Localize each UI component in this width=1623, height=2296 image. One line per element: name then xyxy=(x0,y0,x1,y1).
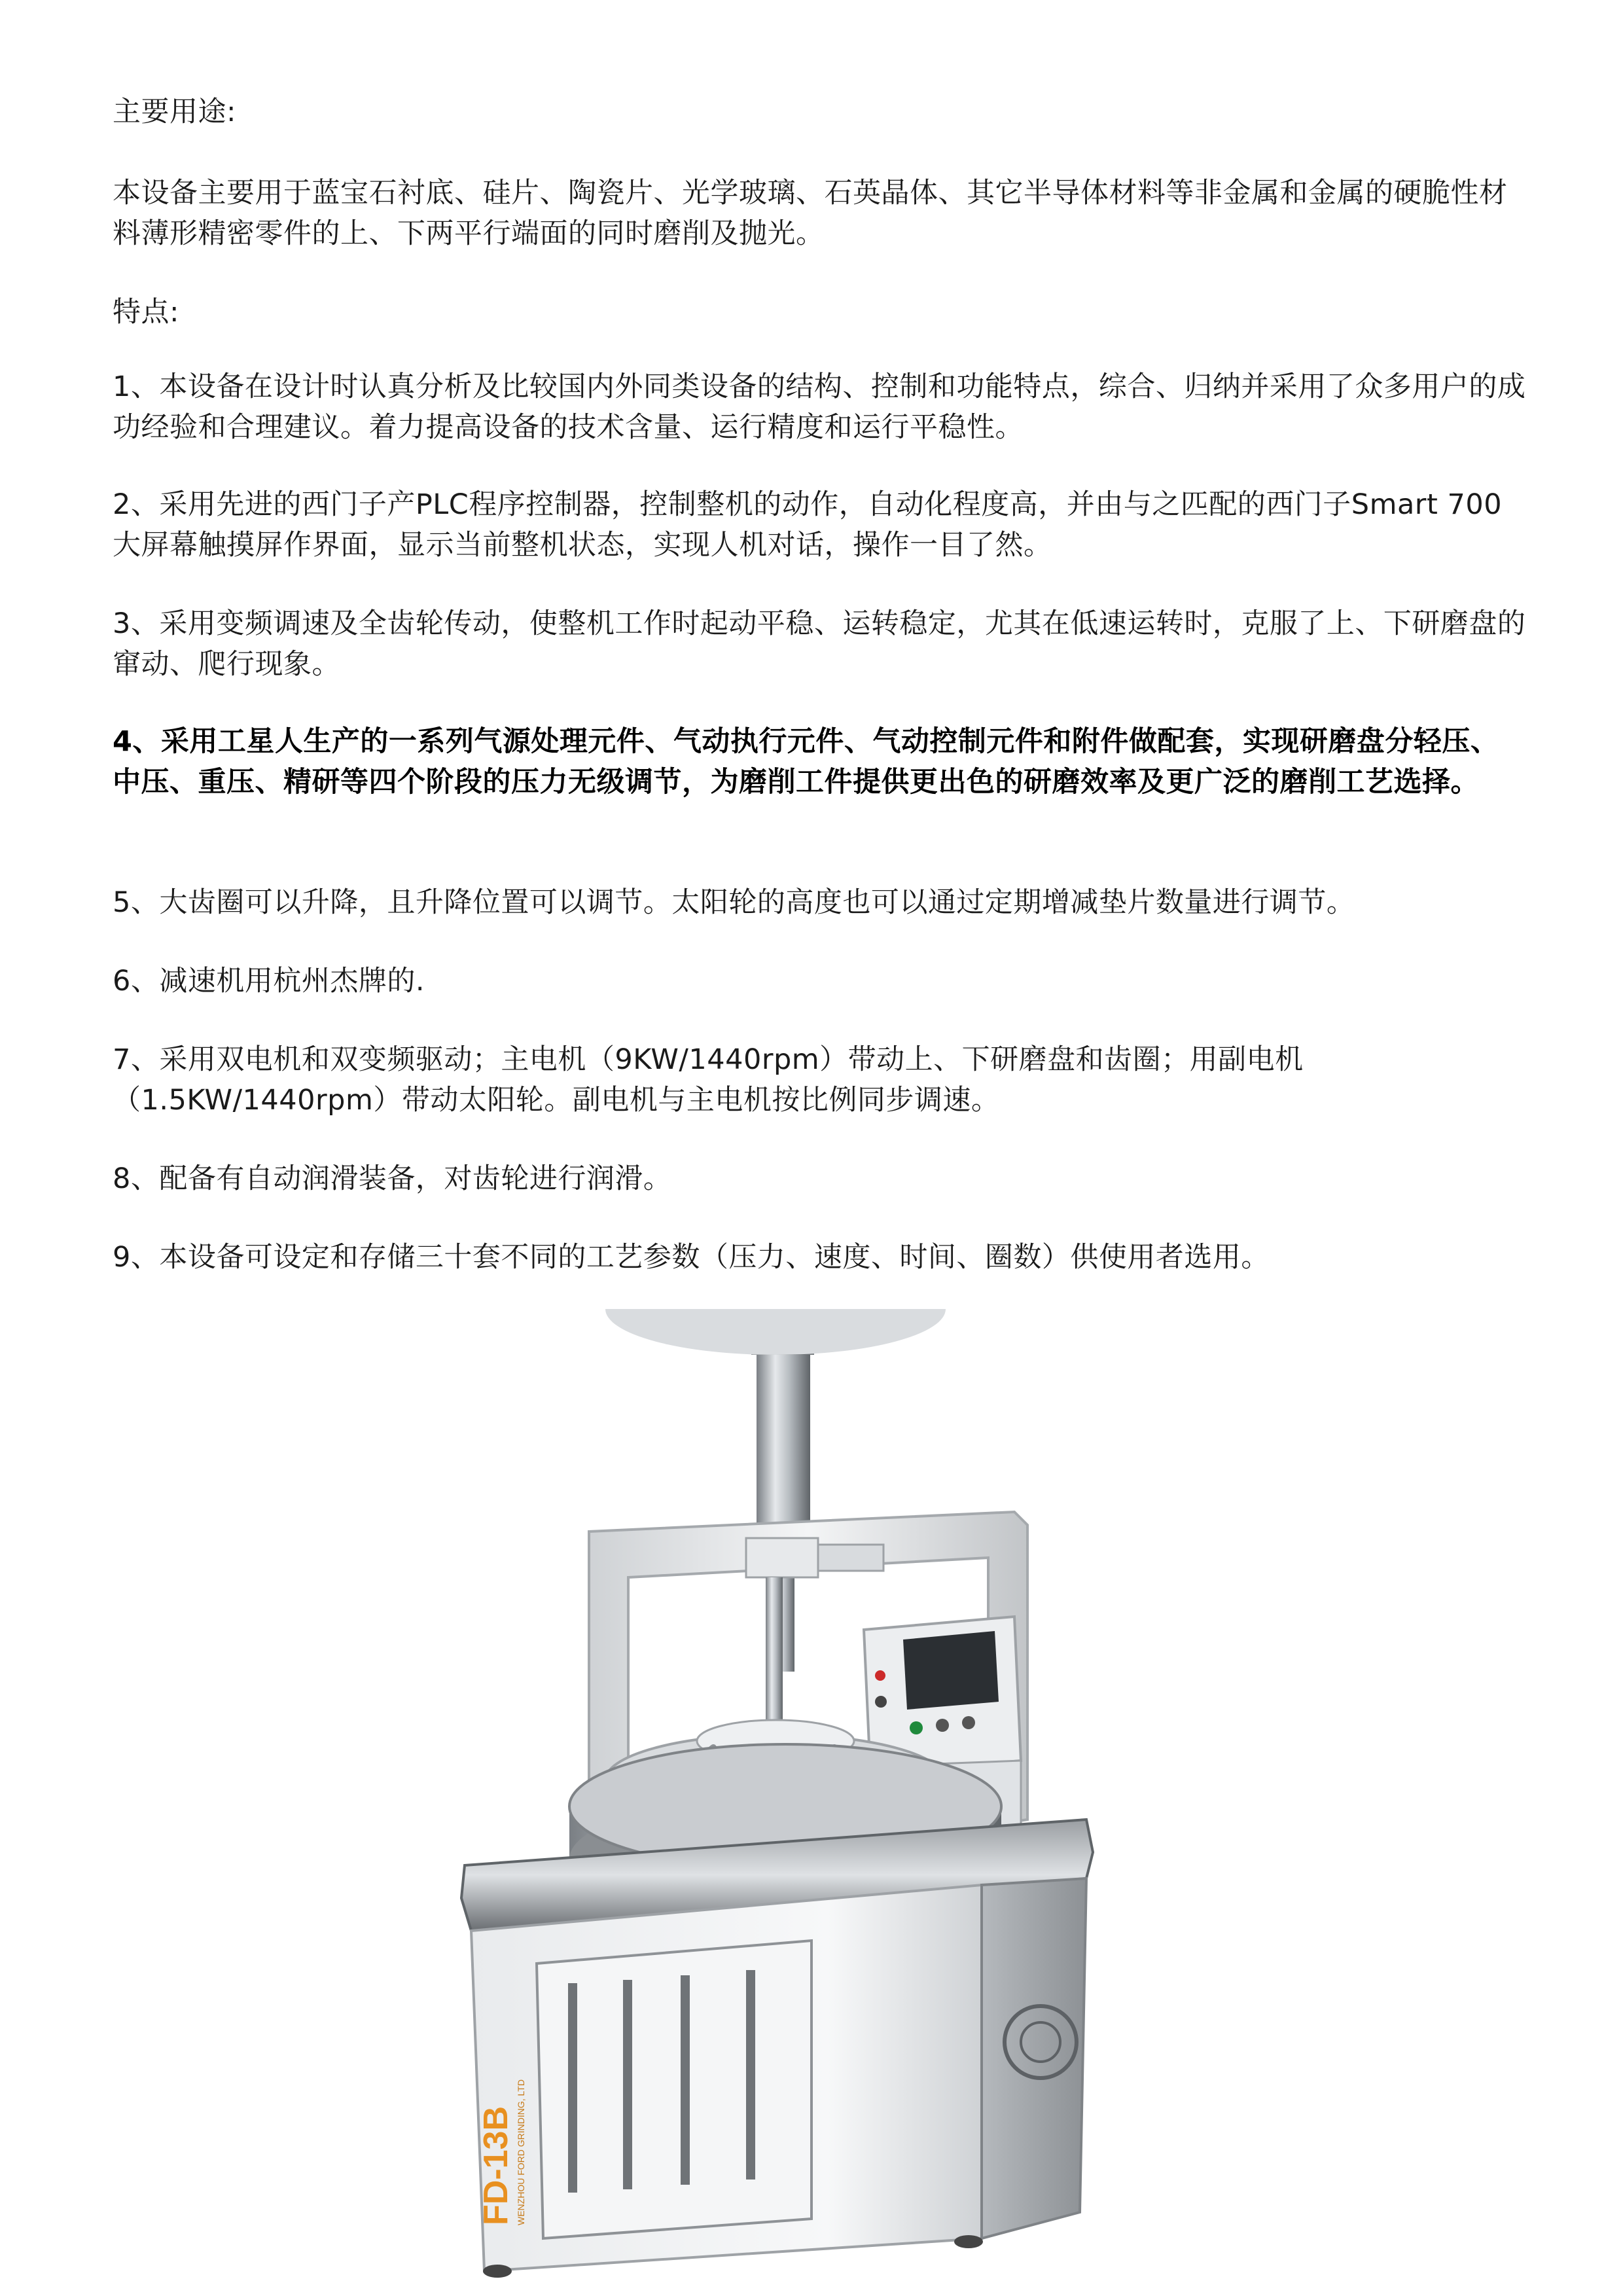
feature-item-4: 4、采用工星人生产的一系列气源处理元件、气动执行元件、气动控制元件和附件做配套，实现研磨盘分轻压、中压、重压、精研等四个阶段的压力无级调节，为磨削工件提供更出色的研磨效率及更广泛的磨削工艺选择。 xyxy=(113,725,1499,798)
machine-cabinet xyxy=(471,1878,1086,2278)
main-use-heading: 主要用途: xyxy=(113,96,236,128)
feature-item-5: 5、大齿圈可以升降，且升降位置可以调节。太阳轮的高度也可以通过定期增减垫片数量进行调节。 xyxy=(113,886,1355,919)
feature-item-7: 7、采用双电机和双变频驱动；主电机（9KW/1440rpm）带动上、下研磨盘和齿圈；用副电机（1.5KW/1440rpm）带动太阳轮。副电机与主电机按比例同步调速。 xyxy=(113,1043,1304,1117)
feature-item-3: 3、采用变频调速及全齿轮传动，使整机工作时起动平稳、运转稳定，尤其在低速运转时，克服了上、下研磨盘的窜动、爬行现象。 xyxy=(113,607,1526,681)
feature-item-8: 8、配备有自动润滑装备，对齿轮进行润滑。 xyxy=(113,1162,672,1195)
feature-item-9: 9、本设备可设定和存储三十套不同的工艺参数（压力、速度、时间、圈数）供使用者选用。 xyxy=(113,1241,1270,1274)
model-label: FD-13B xyxy=(477,2106,515,2225)
emergency-stop-icon xyxy=(875,1670,885,1681)
pneumatic-cylinder xyxy=(751,1335,815,1672)
brand-label: WENZHOU FORD GRINDING, LTD xyxy=(516,2079,526,2225)
spindle xyxy=(766,1577,783,1721)
touch-screen xyxy=(903,1631,999,1710)
machine-image xyxy=(0,1309,1623,2278)
feature-item-2: 2、采用先进的西门子产PLC程序控制器，控制整机的动作，自动化程度高，并由与之匹配的西门子Smart 700大屏幕触摸屏作界面，显示当前整机状态，实现人机对话，操作一目了然。 xyxy=(113,488,1503,562)
feature-item-6: 6、减速机用杭州杰牌的. xyxy=(113,965,425,997)
main-use-body: 本设备主要用于蓝宝石衬底、硅片、陶瓷片、光学玻璃、石英晶体、其它半导体材料等非金属和金属的硬脆性材料薄形精密零件的上、下两平行端面的同时磨削及抛光。 xyxy=(113,177,1508,250)
feature-item-1: 1、本设备在设计时认真分析及比较国内外同类设备的结构、控制和功能特点，综合、归纳并采用了众多用户的成功经验和合理建议。着力提高设备的技术含量、运行精度和运行平稳性。 xyxy=(113,370,1526,444)
features-heading: 特点: xyxy=(113,296,179,329)
